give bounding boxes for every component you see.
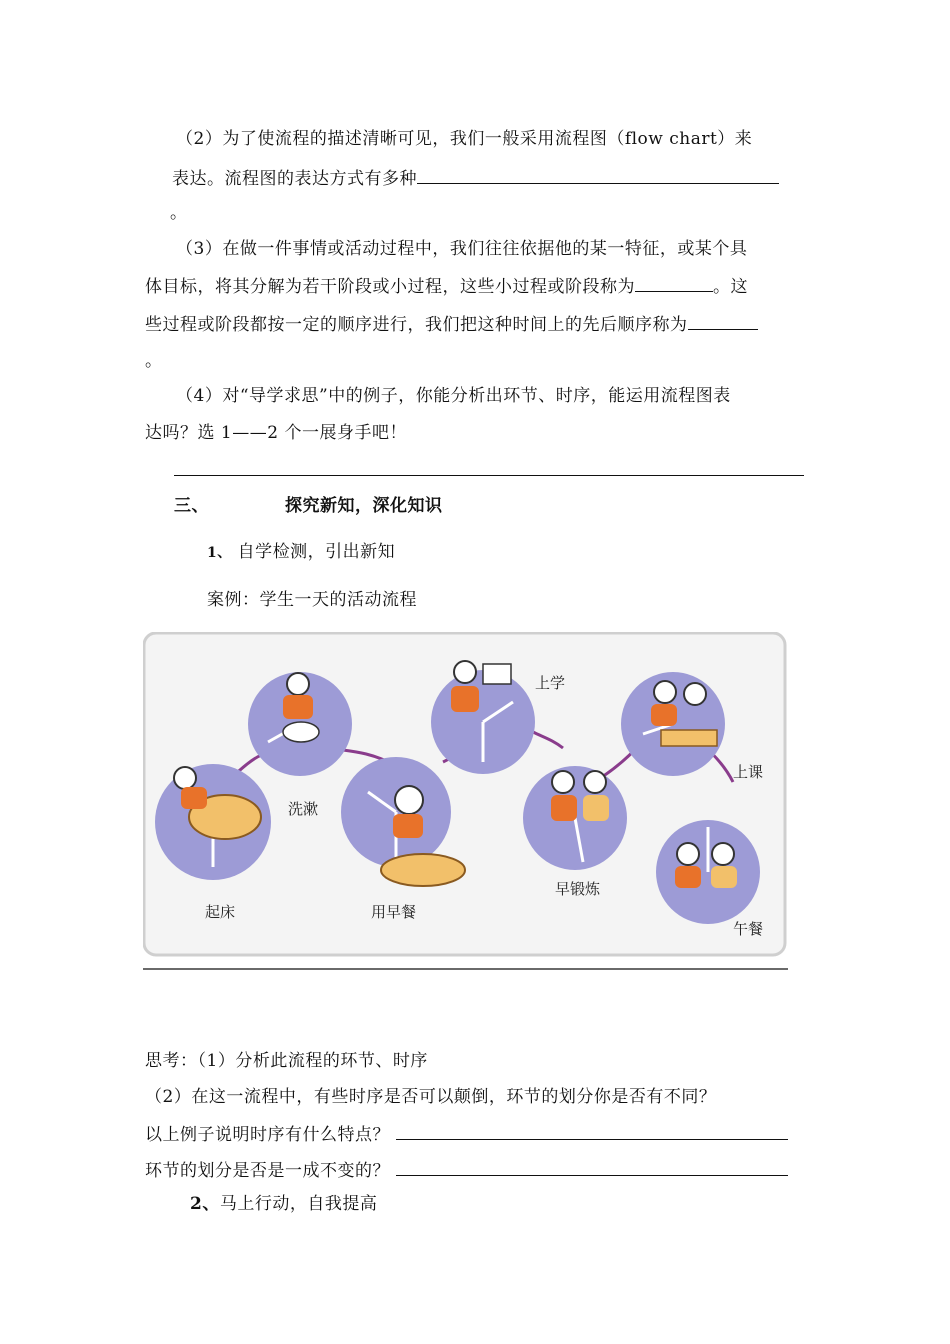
question-text: 环节的划分是否是一成不变的？ (145, 1161, 390, 1181)
label-wake: 起床 (205, 903, 236, 921)
daily-routine-flow-figure (143, 632, 788, 970)
think-question-1: 思考：（1）分析此流程的环节、时序 (145, 1051, 428, 1071)
section-title: 探究新知，深化知识 (285, 496, 443, 516)
subsection-number: 1、 (207, 545, 232, 561)
answer-blank[interactable] (417, 165, 779, 184)
question-text: 以上例子说明时序有什么特点？ (145, 1125, 390, 1145)
clock-wash (248, 672, 352, 776)
paragraph-line (172, 165, 779, 191)
clock-wake (155, 764, 271, 880)
paragraph-line: （2）为了使流程的描述清晰可见，我们一般采用流程图（flow chart）来 (176, 129, 753, 149)
subsection-title: 自学检测，引出新知 (237, 542, 396, 562)
clock-class (621, 672, 725, 776)
answer-line[interactable] (174, 475, 804, 476)
label-wash: 洗漱 (288, 800, 319, 818)
section-number: 三、 (174, 496, 209, 516)
label-class: 上课 (733, 763, 764, 781)
label-lunch: 午餐 (733, 920, 764, 938)
clock-exercise (523, 766, 627, 870)
think-question-2: （2）在这一流程中，有些时序是否可以颠倒，环节的划分你是否有不同？ (145, 1087, 717, 1107)
subsection-number: 2、 (190, 1194, 220, 1214)
think-question-3 (145, 1121, 788, 1147)
subsection-heading (190, 1192, 377, 1216)
paragraph-line: （3）在做一件事情或活动过程中，我们往往依据他的某一特征，或某个具 (176, 239, 748, 259)
label-school: 上学 (535, 674, 566, 692)
case-label: 案例：学生一天的活动流程 (207, 590, 417, 610)
clock-lunch (656, 820, 760, 924)
answer-blank[interactable] (396, 1121, 788, 1140)
answer-blank[interactable] (688, 311, 758, 330)
answer-blank[interactable] (635, 273, 713, 292)
subsection-heading (207, 540, 395, 565)
paragraph-text: 表达。流程图的表达方式有多种 (172, 169, 417, 189)
paragraph-text: 些过程或阶段都按一定的顺序进行，我们把这种时间上的先后顺序称为 (145, 315, 688, 335)
paragraph-line: 。 (145, 351, 163, 371)
paragraph-line (145, 273, 748, 299)
paragraph-text: 体目标，将其分解为若干阶段或小过程，这些小过程或阶段称为 (145, 277, 635, 297)
answer-blank[interactable] (396, 1157, 788, 1176)
subsection-title: 马上行动，自我提高 (219, 1194, 378, 1214)
paragraph-line: 达吗？选 1——2 个一展身手吧！ (145, 423, 407, 443)
paragraph-text: 。这 (713, 277, 748, 297)
paragraph-line: （4）对“导学求思”中的例子，你能分析出环节、时序，能运用流程图表 (176, 386, 731, 406)
label-exercise: 早锻炼 (555, 880, 601, 898)
paragraph-line (145, 311, 758, 337)
label-breakfast: 用早餐 (371, 903, 417, 921)
think-question-4 (145, 1157, 788, 1183)
paragraph-line: 。 (170, 203, 188, 223)
